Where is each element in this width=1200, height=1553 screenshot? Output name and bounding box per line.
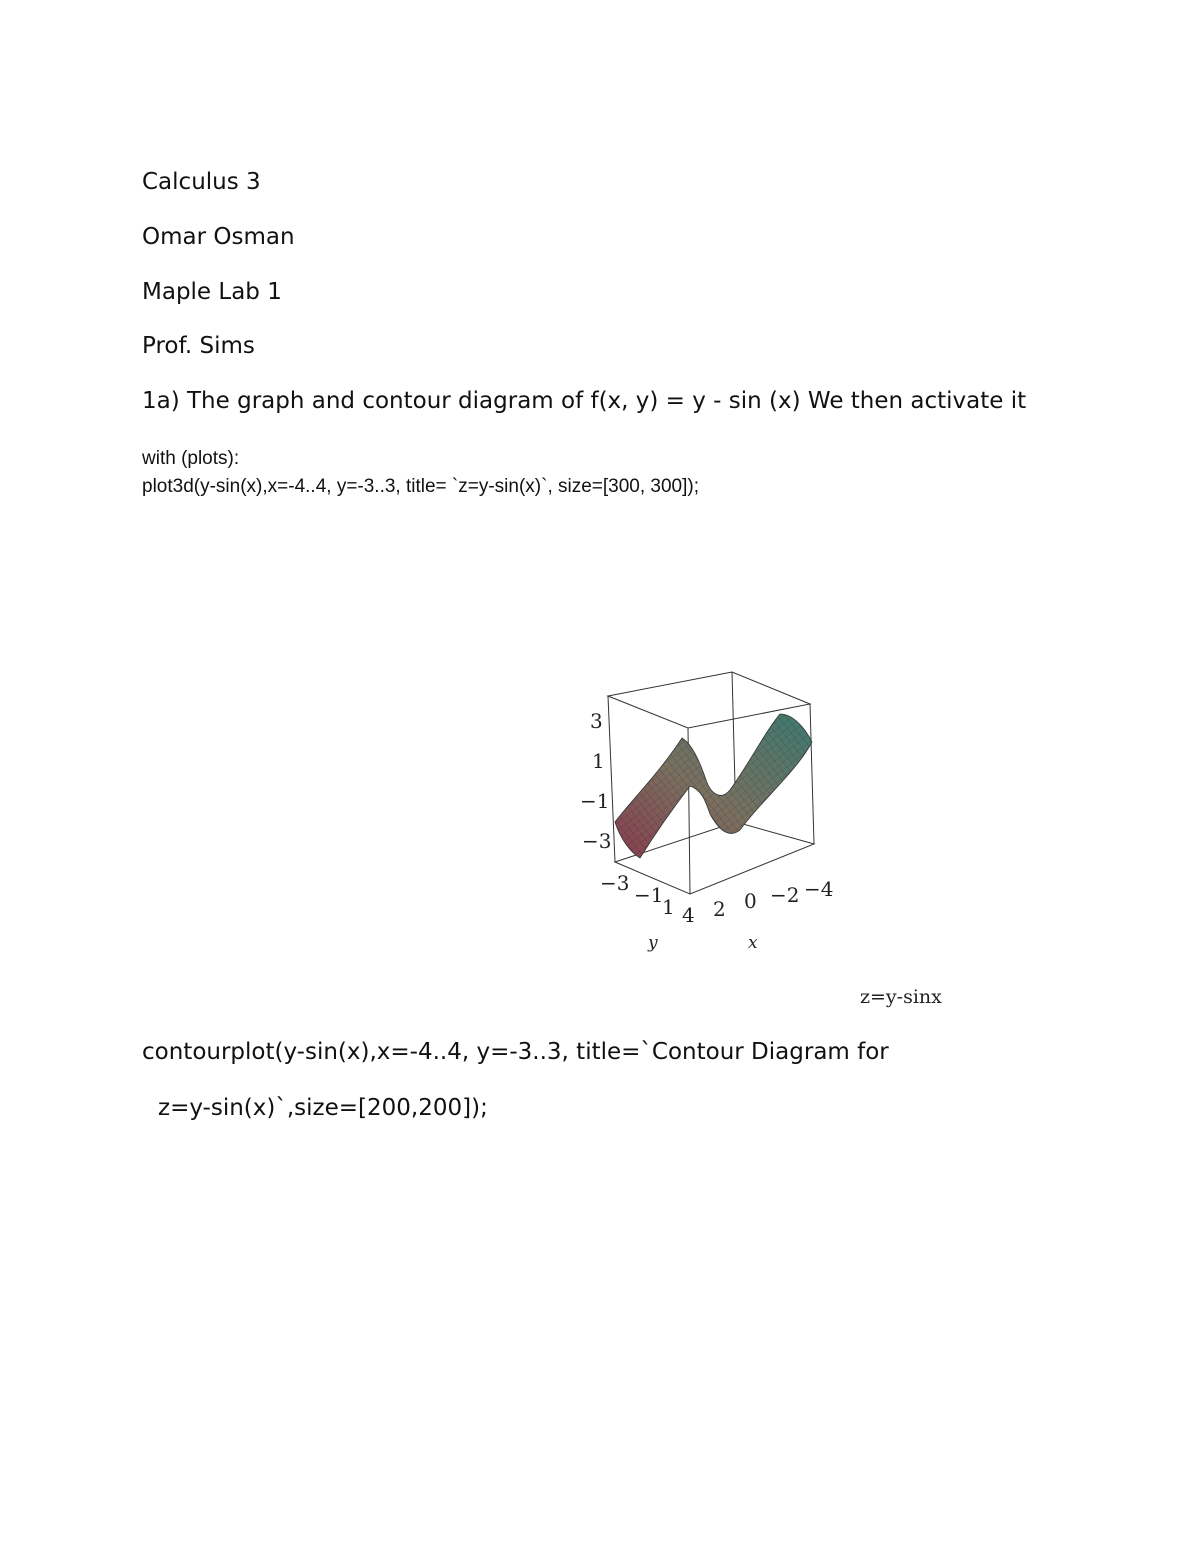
y-axis-ticks bbox=[600, 871, 675, 919]
author-name: Omar Osman bbox=[142, 224, 295, 250]
x-axis-label: x bbox=[748, 933, 758, 953]
surface-plot-3d bbox=[560, 662, 840, 962]
contour-command-line2: z=y-sin(x)`,size=[200,200]); bbox=[158, 1095, 488, 1121]
y-tick: −1 bbox=[634, 883, 664, 907]
z-tick: 1 bbox=[592, 749, 605, 773]
x-tick: −4 bbox=[804, 877, 834, 901]
surface-mesh bbox=[615, 714, 812, 858]
y-tick: −3 bbox=[600, 871, 630, 895]
z-tick: −1 bbox=[580, 789, 610, 813]
x-tick: 0 bbox=[744, 889, 757, 913]
professor-name: Prof. Sims bbox=[142, 333, 255, 359]
code-with-plots: with (plots): bbox=[142, 448, 240, 469]
plot-caption: z=y-sinx bbox=[860, 986, 942, 1008]
course-title: Calculus 3 bbox=[142, 169, 261, 195]
z-tick: 3 bbox=[590, 709, 603, 733]
code-plot3d: plot3d(y-sin(x),x=-4..4, y=-3..3, title= `z=y-sin(x)`, size=[300, 300]); bbox=[142, 476, 700, 497]
lab-title: Maple Lab 1 bbox=[142, 279, 282, 305]
y-tick: 1 bbox=[662, 895, 675, 919]
x-axis-ticks bbox=[682, 877, 833, 927]
x-tick: 2 bbox=[713, 897, 726, 921]
y-axis-label: y bbox=[648, 933, 658, 953]
z-tick: −3 bbox=[582, 829, 612, 853]
contour-command-line1: contourplot(y-sin(x),x=-4..4, y=-3..3, title=`Contour Diagram for bbox=[142, 1039, 889, 1065]
x-tick: 4 bbox=[682, 903, 695, 927]
bounding-box bbox=[608, 672, 814, 894]
problem-statement: 1a) The graph and contour diagram of f(x, y) = y - sin (x) We then activate it bbox=[142, 388, 1027, 414]
z-axis-ticks bbox=[580, 709, 611, 853]
x-tick: −2 bbox=[770, 883, 800, 907]
